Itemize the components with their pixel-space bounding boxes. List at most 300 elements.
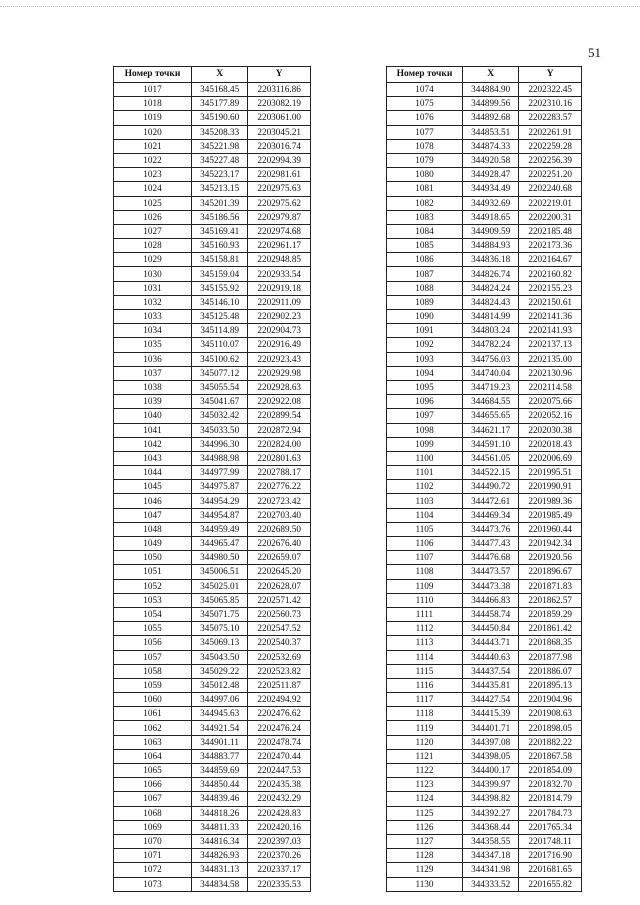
cell-y: 2202902.23	[248, 310, 311, 324]
cell-x: 344975.87	[191, 480, 247, 494]
cell-point-number: 1099	[387, 437, 463, 451]
table-row	[114, 111, 311, 125]
cell-x: 344945.63	[191, 707, 247, 721]
header-point-number: Номер точки	[387, 67, 463, 83]
table-header-row	[114, 67, 311, 83]
table-row	[387, 153, 582, 167]
cell-y: 2202540.37	[248, 636, 311, 650]
table-row	[114, 778, 311, 792]
cell-y: 2202911.09	[248, 295, 311, 309]
cell-x: 345077.12	[191, 366, 247, 380]
table-row	[114, 622, 311, 636]
table-row	[114, 678, 311, 692]
cell-point-number: 1112	[387, 622, 463, 636]
table-row	[114, 650, 311, 664]
cell-point-number: 1074	[387, 83, 463, 97]
cell-y: 2202928.63	[248, 380, 311, 394]
cell-point-number: 1128	[387, 849, 463, 863]
table-row	[387, 437, 582, 451]
cell-point-number: 1130	[387, 877, 463, 891]
cell-x: 344469.34	[462, 508, 518, 522]
table-row	[114, 281, 311, 295]
cell-point-number: 1100	[387, 451, 463, 465]
cell-point-number: 1120	[387, 735, 463, 749]
cell-point-number: 1049	[114, 537, 192, 551]
cell-point-number: 1057	[114, 650, 192, 664]
header-point-number: Номер точки	[114, 67, 192, 83]
table-row	[387, 778, 582, 792]
cell-y: 2202470.44	[248, 749, 311, 763]
cell-y: 2202560.73	[248, 607, 311, 621]
table-row	[387, 593, 582, 607]
table-row	[114, 480, 311, 494]
cell-y: 2201748.11	[519, 834, 582, 848]
cell-y: 2201814.79	[519, 792, 582, 806]
cell-y: 2202310.16	[519, 97, 582, 111]
cell-x: 345190.60	[191, 111, 247, 125]
cell-x: 345032.42	[191, 409, 247, 423]
cell-point-number: 1048	[114, 522, 192, 536]
cell-x: 344401.71	[462, 721, 518, 735]
cell-x: 345155.92	[191, 281, 247, 295]
table-row	[114, 508, 311, 522]
cell-y: 2202801.63	[248, 451, 311, 465]
header-x: X	[462, 67, 518, 83]
table-row	[114, 224, 311, 238]
cell-x: 345055.54	[191, 380, 247, 394]
cell-y: 2202337.17	[248, 863, 311, 877]
cell-x: 344811.33	[191, 820, 247, 834]
table-row	[387, 735, 582, 749]
table-row	[387, 168, 582, 182]
cell-x: 344398.82	[462, 792, 518, 806]
cell-point-number: 1076	[387, 111, 463, 125]
table-row	[114, 792, 311, 806]
table-row	[387, 877, 582, 891]
cell-x: 344932.69	[462, 196, 518, 210]
cell-y: 2202075.66	[519, 395, 582, 409]
cell-point-number: 1114	[387, 650, 463, 664]
cell-x: 344341.98	[462, 863, 518, 877]
cell-y: 2201655.82	[519, 877, 582, 891]
cell-point-number: 1020	[114, 125, 192, 139]
cell-x: 345065.85	[191, 593, 247, 607]
table-row	[114, 863, 311, 877]
cell-y: 2202018.43	[519, 437, 582, 451]
cell-x: 344398.05	[462, 749, 518, 763]
cell-y: 2201868.35	[519, 636, 582, 650]
cell-point-number: 1124	[387, 792, 463, 806]
table-row	[114, 239, 311, 253]
cell-point-number: 1077	[387, 125, 463, 139]
table-row	[387, 196, 582, 210]
table-row	[387, 622, 582, 636]
cell-y: 2201942.34	[519, 537, 582, 551]
cell-x: 344561.05	[462, 451, 518, 465]
cell-x: 345208.33	[191, 125, 247, 139]
cell-y: 2202974.68	[248, 224, 311, 238]
table-row	[387, 380, 582, 394]
cell-y: 2202659.07	[248, 551, 311, 565]
cell-x: 344859.69	[191, 764, 247, 778]
table-row	[387, 83, 582, 97]
cell-point-number: 1018	[114, 97, 192, 111]
cell-point-number: 1029	[114, 253, 192, 267]
table-row	[387, 565, 582, 579]
cell-point-number: 1027	[114, 224, 192, 238]
table-row	[387, 678, 582, 692]
table-row	[114, 380, 311, 394]
cell-x: 345100.62	[191, 352, 247, 366]
table-row	[114, 849, 311, 863]
cell-y: 2202676.40	[248, 537, 311, 551]
cell-point-number: 1041	[114, 423, 192, 437]
cell-x: 344443.71	[462, 636, 518, 650]
cell-point-number: 1025	[114, 196, 192, 210]
table-row	[114, 125, 311, 139]
cell-y: 2202478.74	[248, 735, 311, 749]
cell-x: 344839.46	[191, 792, 247, 806]
table-row	[114, 83, 311, 97]
cell-point-number: 1105	[387, 522, 463, 536]
cell-y: 2202929.98	[248, 366, 311, 380]
cell-x: 345221.98	[191, 139, 247, 153]
cell-y: 2203016.74	[248, 139, 311, 153]
table-row	[387, 764, 582, 778]
cell-y: 2201854.09	[519, 764, 582, 778]
cell-point-number: 1023	[114, 168, 192, 182]
cell-x: 344818.26	[191, 806, 247, 820]
table-row	[114, 338, 311, 352]
cell-y: 2201895.13	[519, 678, 582, 692]
cell-x: 345033.50	[191, 423, 247, 437]
cell-y: 2203045.21	[248, 125, 311, 139]
cell-y: 2202824.00	[248, 437, 311, 451]
cell-x: 344884.90	[462, 83, 518, 97]
cell-point-number: 1079	[387, 153, 463, 167]
cell-x: 344928.47	[462, 168, 518, 182]
table-row	[114, 749, 311, 763]
table-row	[387, 792, 582, 806]
cell-x: 345125.48	[191, 310, 247, 324]
cell-y: 2202922.08	[248, 395, 311, 409]
cell-y: 2202240.68	[519, 182, 582, 196]
table-row	[387, 210, 582, 224]
cell-point-number: 1040	[114, 409, 192, 423]
table-row	[114, 196, 311, 210]
cell-y: 2202476.24	[248, 721, 311, 735]
table-row	[387, 863, 582, 877]
cell-point-number: 1109	[387, 579, 463, 593]
table-row	[114, 877, 311, 891]
cell-point-number: 1028	[114, 239, 192, 253]
cell-y: 2201960.44	[519, 522, 582, 536]
cell-x: 345146.10	[191, 295, 247, 309]
cell-point-number: 1092	[387, 338, 463, 352]
cell-point-number: 1084	[387, 224, 463, 238]
cell-y: 2202335.53	[248, 877, 311, 891]
cell-x: 345025.01	[191, 579, 247, 593]
table-row	[114, 168, 311, 182]
cell-y: 2201882.22	[519, 735, 582, 749]
cell-x: 344397.08	[462, 735, 518, 749]
cell-y: 2202788.17	[248, 466, 311, 480]
cell-x: 344965.47	[191, 537, 247, 551]
cell-x: 344473.38	[462, 579, 518, 593]
table-header-row	[387, 67, 582, 83]
table-row	[114, 693, 311, 707]
cell-y: 2201908.63	[519, 707, 582, 721]
table-row	[114, 764, 311, 778]
cell-x: 344988.98	[191, 451, 247, 465]
cell-y: 2201990.91	[519, 480, 582, 494]
cell-point-number: 1053	[114, 593, 192, 607]
cell-x: 344466.83	[462, 593, 518, 607]
cell-x: 344782.24	[462, 338, 518, 352]
cell-x: 344997.06	[191, 693, 247, 707]
cell-point-number: 1086	[387, 253, 463, 267]
cell-y: 2202723.42	[248, 494, 311, 508]
cell-y: 2202030.38	[519, 423, 582, 437]
cell-x: 344477.43	[462, 537, 518, 551]
cell-point-number: 1129	[387, 863, 463, 877]
cell-y: 2202923.43	[248, 352, 311, 366]
cell-point-number: 1056	[114, 636, 192, 650]
cell-x: 344490.72	[462, 480, 518, 494]
cell-point-number: 1044	[114, 466, 192, 480]
table-row	[387, 352, 582, 366]
table-row	[387, 366, 582, 380]
cell-y: 2202981.61	[248, 168, 311, 182]
cell-point-number: 1111	[387, 607, 463, 621]
cell-point-number: 1093	[387, 352, 463, 366]
cell-y: 2202547.52	[248, 622, 311, 636]
cell-point-number: 1068	[114, 806, 192, 820]
cell-y: 2202173.36	[519, 239, 582, 253]
cell-point-number: 1081	[387, 182, 463, 196]
table-row	[387, 636, 582, 650]
table-row	[387, 693, 582, 707]
cell-point-number: 1126	[387, 820, 463, 834]
cell-point-number: 1039	[114, 395, 192, 409]
cell-point-number: 1036	[114, 352, 192, 366]
cell-point-number: 1045	[114, 480, 192, 494]
cell-point-number: 1110	[387, 593, 463, 607]
table-row	[114, 97, 311, 111]
cell-point-number: 1038	[114, 380, 192, 394]
cell-x: 345041.67	[191, 395, 247, 409]
table-row	[114, 494, 311, 508]
table-row	[114, 721, 311, 735]
cell-x: 344959.49	[191, 522, 247, 536]
cell-y: 2201716.90	[519, 849, 582, 863]
cell-x: 344826.93	[191, 849, 247, 863]
table-row	[387, 480, 582, 494]
cell-y: 2202494.92	[248, 693, 311, 707]
cell-x: 344899.56	[462, 97, 518, 111]
cell-y: 2201898.05	[519, 721, 582, 735]
cell-x: 345201.39	[191, 196, 247, 210]
cell-y: 2201681.65	[519, 863, 582, 877]
cell-y: 2202130.96	[519, 366, 582, 380]
cell-point-number: 1031	[114, 281, 192, 295]
cell-point-number: 1054	[114, 607, 192, 621]
table-row	[387, 664, 582, 678]
table-row	[387, 182, 582, 196]
cell-x: 344853.51	[462, 125, 518, 139]
table-row	[114, 593, 311, 607]
table-row	[114, 253, 311, 267]
table-row	[387, 806, 582, 820]
cell-point-number: 1115	[387, 664, 463, 678]
table-row	[387, 111, 582, 125]
cell-x: 345169.41	[191, 224, 247, 238]
table-row	[387, 834, 582, 848]
cell-point-number: 1061	[114, 707, 192, 721]
cell-x: 344427.54	[462, 693, 518, 707]
cell-x: 344415.39	[462, 707, 518, 721]
cell-x: 344901.11	[191, 735, 247, 749]
cell-point-number: 1113	[387, 636, 463, 650]
table-row	[114, 466, 311, 480]
cell-x: 345160.93	[191, 239, 247, 253]
table-row	[114, 537, 311, 551]
cell-y: 2202994.39	[248, 153, 311, 167]
cell-point-number: 1104	[387, 508, 463, 522]
cell-y: 2202251.20	[519, 168, 582, 182]
cell-y: 2202141.93	[519, 324, 582, 338]
cell-x: 344473.76	[462, 522, 518, 536]
cell-point-number: 1090	[387, 310, 463, 324]
cell-y: 2202150.61	[519, 295, 582, 309]
table-row	[114, 607, 311, 621]
cell-point-number: 1101	[387, 466, 463, 480]
cell-y: 2202397.03	[248, 834, 311, 848]
cell-x: 344621.17	[462, 423, 518, 437]
cell-point-number: 1103	[387, 494, 463, 508]
cell-y: 2202948.85	[248, 253, 311, 267]
page-number: 51	[588, 45, 601, 60]
cell-point-number: 1067	[114, 792, 192, 806]
cell-y: 2201862.57	[519, 593, 582, 607]
table-row	[114, 324, 311, 338]
cell-point-number: 1021	[114, 139, 192, 153]
table-row	[387, 97, 582, 111]
cell-point-number: 1106	[387, 537, 463, 551]
table-row	[387, 494, 582, 508]
cell-y: 2201920.56	[519, 551, 582, 565]
cell-x: 344996.30	[191, 437, 247, 451]
cell-x: 344440.63	[462, 650, 518, 664]
table-row	[114, 182, 311, 196]
cell-point-number: 1096	[387, 395, 463, 409]
cell-y: 2202872.94	[248, 423, 311, 437]
cell-point-number: 1017	[114, 83, 192, 97]
cell-y: 2202283.57	[519, 111, 582, 125]
table-row	[387, 650, 582, 664]
cell-y: 2202164.67	[519, 253, 582, 267]
cell-x: 345012.48	[191, 678, 247, 692]
table-row	[114, 153, 311, 167]
cell-point-number: 1085	[387, 239, 463, 253]
cell-x: 344347.18	[462, 849, 518, 863]
cell-y: 2202975.62	[248, 196, 311, 210]
cell-point-number: 1033	[114, 310, 192, 324]
cell-point-number: 1075	[387, 97, 463, 111]
cell-y: 2202523.82	[248, 664, 311, 678]
table-row	[114, 834, 311, 848]
cell-point-number: 1122	[387, 764, 463, 778]
cell-y: 2202511.87	[248, 678, 311, 692]
cell-y: 2201896.67	[519, 565, 582, 579]
cell-point-number: 1026	[114, 210, 192, 224]
cell-point-number: 1060	[114, 693, 192, 707]
table-row	[114, 579, 311, 593]
table-row	[114, 636, 311, 650]
cell-y: 2202370.26	[248, 849, 311, 863]
cell-x: 344684.55	[462, 395, 518, 409]
cell-x: 344803.24	[462, 324, 518, 338]
cell-point-number: 1107	[387, 551, 463, 565]
cell-x: 345159.04	[191, 267, 247, 281]
cell-x: 344740.04	[462, 366, 518, 380]
cell-x: 345075.10	[191, 622, 247, 636]
cell-x: 344918.65	[462, 210, 518, 224]
cell-y: 2202919.18	[248, 281, 311, 295]
table-row	[114, 565, 311, 579]
table-row	[387, 310, 582, 324]
table-row	[387, 820, 582, 834]
cell-x: 344874.33	[462, 139, 518, 153]
cell-x: 344522.15	[462, 466, 518, 480]
table-row	[114, 806, 311, 820]
cell-y: 2201877.98	[519, 650, 582, 664]
cell-point-number: 1088	[387, 281, 463, 295]
cell-x: 344824.24	[462, 281, 518, 295]
cell-point-number: 1042	[114, 437, 192, 451]
cell-y: 2202961.17	[248, 239, 311, 253]
table-row	[387, 707, 582, 721]
cell-point-number: 1125	[387, 806, 463, 820]
cell-x: 344977.99	[191, 466, 247, 480]
table-row	[114, 139, 311, 153]
table-row	[387, 849, 582, 863]
cell-x: 344824.43	[462, 295, 518, 309]
cell-point-number: 1050	[114, 551, 192, 565]
cell-point-number: 1055	[114, 622, 192, 636]
cell-y: 2201784.73	[519, 806, 582, 820]
cell-point-number: 1064	[114, 749, 192, 763]
table-row	[387, 324, 582, 338]
cell-y: 2202137.13	[519, 338, 582, 352]
cell-y: 2202979.87	[248, 210, 311, 224]
table-row	[387, 466, 582, 480]
cell-point-number: 1108	[387, 565, 463, 579]
table-row	[114, 409, 311, 423]
cell-y: 2202776.22	[248, 480, 311, 494]
cell-point-number: 1121	[387, 749, 463, 763]
cell-y: 2203082.19	[248, 97, 311, 111]
table-row	[114, 352, 311, 366]
cell-y: 2202703.40	[248, 508, 311, 522]
header-y: Y	[519, 67, 582, 83]
cell-point-number: 1070	[114, 834, 192, 848]
cell-y: 2201765.34	[519, 820, 582, 834]
cell-x: 344954.87	[191, 508, 247, 522]
cell-y: 2202916.49	[248, 338, 311, 352]
cell-y: 2203116.86	[248, 83, 311, 97]
cell-y: 2202933.54	[248, 267, 311, 281]
